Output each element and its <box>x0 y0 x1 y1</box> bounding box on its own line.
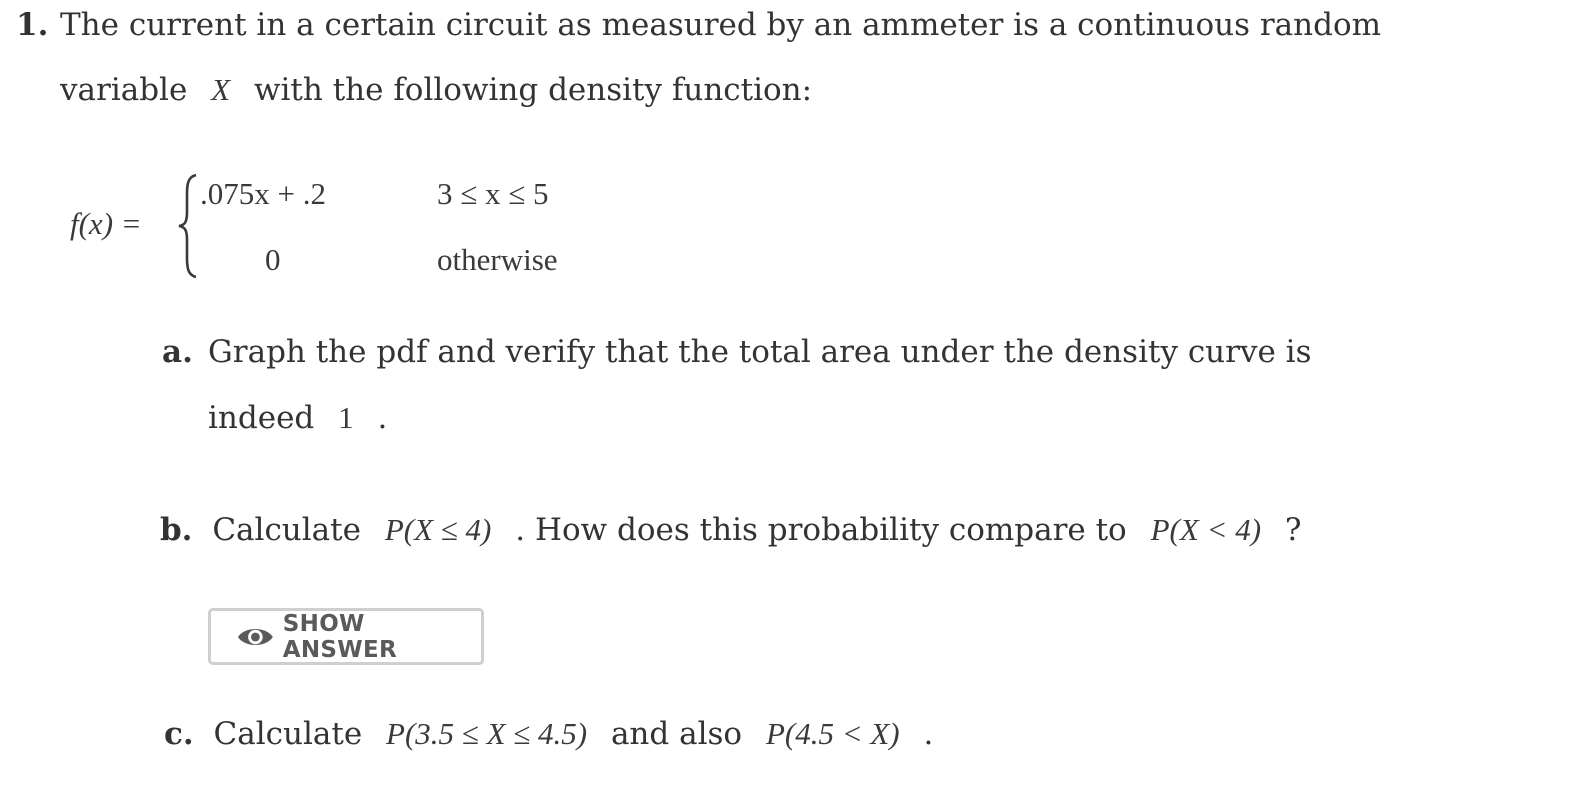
case1-expression: .075x + .2 <box>200 176 326 211</box>
case2-expression: 0 <box>265 242 281 277</box>
variable-x: X <box>211 72 231 107</box>
problem-text-line1: The current in a certain circuit as measured by an ammeter is a continuous random <box>60 7 1382 43</box>
part-b-math2: P(X < 4) <box>1150 512 1262 547</box>
part-a-value: 1 <box>338 400 354 435</box>
part-b-question-mark: ? <box>1284 512 1302 548</box>
show-answer-label: SHOW ANSWER <box>282 610 397 663</box>
part-b-text1: Calculate <box>212 512 361 548</box>
part-a-period: . <box>377 400 388 436</box>
part-c-label: c. <box>164 716 194 752</box>
part-a-label: a. <box>162 334 193 370</box>
case1-condition: 3 ≤ x ≤ 5 <box>437 176 549 211</box>
part-b-text2: . How does this probability compare to <box>515 512 1127 548</box>
part-a-line1: Graph the pdf and verify that the total area under the density curve is <box>208 334 1312 370</box>
problem-text-density-phrase: with the following density function: <box>253 72 813 108</box>
part-c-text1: Calculate <box>213 716 363 752</box>
function-lhs: f(x) = <box>70 206 142 241</box>
eye-icon <box>236 623 275 651</box>
part-c-math1: P(3.5 ≤ X ≤ 4.5) <box>386 716 588 751</box>
part-a-indeed-word: indeed <box>208 400 315 436</box>
part-c-text2: and also <box>610 716 743 752</box>
case2-condition: otherwise <box>437 242 558 277</box>
part-b-math1: P(X ≤ 4) <box>384 512 492 547</box>
problem-text-line2 <box>60 74 812 106</box>
part-c-math2: P(4.5 < X) <box>765 716 900 751</box>
problem-text-variable-word: variable <box>60 72 188 108</box>
problem-number: 1. <box>16 7 49 43</box>
part-b-line <box>160 514 1302 546</box>
left-brace <box>176 172 202 280</box>
part-c-period: . <box>923 716 934 752</box>
part-a-line2 <box>208 402 387 434</box>
show-answer-button[interactable] <box>208 608 484 665</box>
part-c-line <box>164 718 933 750</box>
part-b-label: b. <box>160 512 193 548</box>
